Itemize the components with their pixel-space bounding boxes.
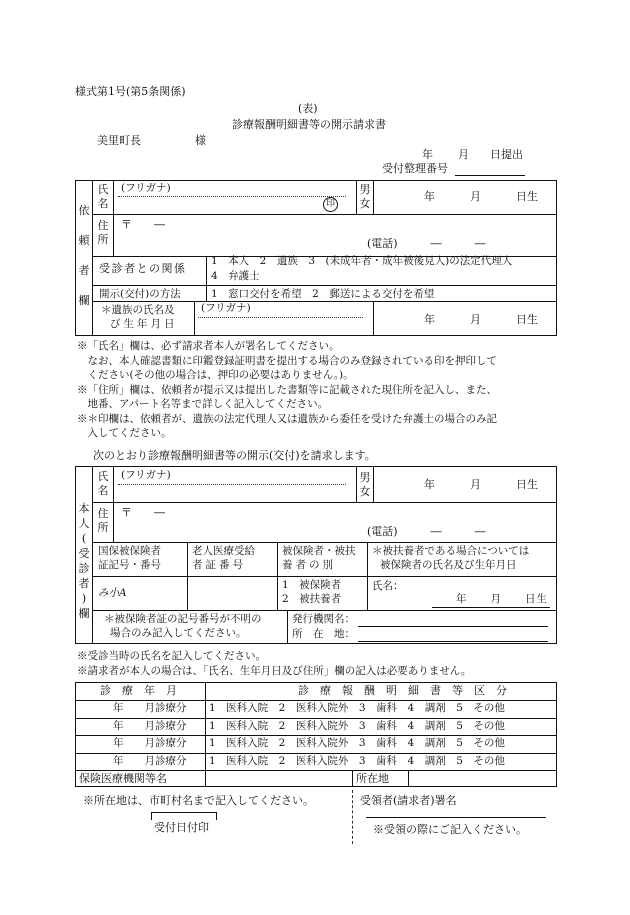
col4-header-line1: ＊被扶養者である場合については (372, 545, 530, 557)
note-line: なお、本人確認書類に印鑑登録証明書を提出する場合のみ登録されている印を押印して (77, 354, 497, 367)
patient-gender-char: 男 (359, 471, 371, 484)
medical-row (75, 700, 557, 717)
facility-name-field[interactable] (210, 773, 348, 786)
col1-header-line2: 証記号・番号 (98, 559, 161, 571)
requester-side-char: 欄 (78, 294, 90, 307)
bereaved-name-field[interactable] (198, 320, 363, 334)
bereaved-birth-year: 年 (424, 313, 435, 326)
patient-furigana-label: (フリガナ) (121, 469, 171, 481)
row-category-options[interactable]: 1 医科入院 2 医科入院外 3 歯科 4 調剤 5 その他 (209, 754, 505, 767)
patient-phone[interactable]: (電話) ― ― (367, 525, 486, 538)
patient-birth-year: 年 (424, 478, 435, 491)
insurance-number-value[interactable]: み小A (98, 587, 127, 599)
addressee-honorific: 様 (195, 134, 206, 147)
requester-birth-month: 月 (470, 190, 481, 203)
patient-birth-day: 日生 (516, 478, 538, 491)
requester-furigana-label: (フリガナ) (121, 182, 171, 194)
requester-gender-char: 男 (359, 183, 371, 196)
requester-side-char: 頼 (78, 234, 90, 247)
col2-header-line1: 老人医療受給 (192, 545, 255, 557)
location-note: ※所在地は、市町村名まで記入してください。 (83, 794, 314, 807)
patient-gender-char: 女 (359, 485, 371, 498)
insured-option-2[interactable]: 2 被扶養者 (282, 593, 342, 605)
requester-gender-char: 女 (359, 197, 371, 210)
row-period: 年 月診療分 (113, 702, 187, 714)
submit-month: 月 (458, 148, 469, 161)
header-category: 診 療 報 酬 明 細 書 等 区 分 (298, 684, 507, 697)
recipient-note: ※受領の際にご記入ください。 (373, 823, 527, 836)
facility-label: 保険医療機関等名 (79, 772, 167, 785)
insured-name-label: 氏名： (372, 580, 404, 592)
method-label: 開示(交付)の方法 (99, 288, 181, 300)
recipient-signature-label: 受領者(請求者)署名 (360, 794, 457, 807)
requester-side-char: 依 (78, 204, 90, 217)
request-sentence: 次のとおり診療報酬明細書等の開示(交付)を請求します。 (93, 449, 376, 462)
requester-name-label-char: 名 (97, 197, 109, 210)
requester-side-char: 者 (78, 264, 90, 277)
col3-header-line2: 養者の別 (282, 559, 336, 571)
relation-label: 受診者との関係 (99, 262, 187, 275)
note-line: 地番、アパート名等まで詳しく記入してください。 (77, 398, 329, 410)
submit-day: 日提出 (490, 148, 523, 161)
form-number: 様式第1号(第5条関係) (75, 85, 186, 98)
medical-row (75, 718, 557, 735)
row-period: 年 月診療分 (113, 737, 187, 749)
unknown-note-line2: 場合のみ記入してください。 (110, 627, 247, 639)
form-side-label: (表) (298, 102, 318, 115)
patient-name-field[interactable] (118, 487, 346, 501)
patient-name-label-char: 名 (97, 484, 109, 497)
receipt-number-field[interactable] (455, 175, 525, 176)
row-category-options[interactable]: 1 医科入院 2 医科入院外 3 歯科 4 調剤 5 その他 (209, 719, 505, 732)
bereaved-birth-day: 日生 (516, 313, 538, 326)
receipt-date-stamp-label: 受付日付印 (154, 821, 209, 834)
col3-header-line1: 被保険者・被扶 (282, 545, 356, 557)
note-line: ※請求者が本人の場合は、「氏名、生年月日及び住所」欄の記入は必要ありません。 (77, 664, 472, 677)
patient-side-char: 受 (78, 547, 90, 560)
row-period: 年 月診療分 (113, 754, 187, 767)
receipt-number-label: 受付整理番号 (382, 162, 448, 175)
col4-header-line2: 被保険者の氏名及び生年月日 (380, 559, 517, 571)
patient-side-char: 欄 (78, 607, 90, 620)
method-options[interactable]: 1 窓口交付を希望 2 郵送による交付を希望 (211, 288, 435, 300)
col2-header-line2: 者証番号 (192, 559, 246, 571)
recipient-signature-field[interactable] (366, 802, 546, 816)
requester-phone[interactable]: (電話) ― ― (367, 237, 486, 250)
seal-mark-icon: 印 (323, 197, 338, 212)
patient-name-label-char: 氏 (97, 470, 109, 483)
issuer-label: 発行機関名： (292, 613, 355, 625)
patient-side-char: 人 (78, 517, 90, 530)
patient-postal-code[interactable]: 〒 ― (121, 506, 165, 519)
addressee-name: 美里町長 (97, 134, 141, 147)
requester-address-label-char: 所 (97, 233, 109, 246)
note-line: ください(その他の場合は、押印の必要はありません。)。 (77, 369, 354, 381)
patient-side-char: ) (81, 592, 87, 605)
note-line: ※＊印欄は、依頼者が、遺族の法定代理人又は遺族から委任を受けた弁護士の場合のみ記 (77, 412, 497, 425)
note-line: ※「住所」欄は、依頼者が提示又は提出した書類等に記載された現住所を記入し、また、 (77, 383, 497, 396)
issuer-location-label: 所 在 地： (292, 628, 355, 640)
patient-side-char: 診 (78, 562, 90, 575)
insured-birth: 年 月 日生 (456, 593, 548, 605)
patient-birth-month: 月 (470, 478, 481, 491)
bereaved-birth-month: 月 (470, 313, 481, 326)
requester-address-label-char: 住 (97, 219, 109, 232)
patient-address-label-char: 所 (97, 521, 109, 534)
col1-header-line1: 国保被保険者 (98, 545, 161, 557)
header-period: 診 療 年 月 (100, 684, 177, 697)
relation-options-line2[interactable]: 4 弁護士 (211, 270, 260, 282)
footer-divider (352, 790, 353, 844)
unknown-note-line1: ＊被保険者証の記号番号が不明の (104, 613, 262, 625)
row-category-options[interactable]: 1 医科入院 2 医科入院外 3 歯科 4 調剤 5 その他 (209, 737, 505, 749)
patient-side-char: ( (81, 532, 87, 545)
facility-location-field[interactable] (412, 773, 552, 786)
facility-location-label: 所在地 (356, 772, 389, 785)
note-line: 入してください。 (77, 427, 172, 439)
patient-side-char: 者 (78, 577, 90, 590)
requester-postal-code[interactable]: 〒 ― (121, 218, 165, 231)
requester-birth-day: 日生 (516, 190, 538, 203)
bereaved-furigana-label: (フリガナ) (201, 302, 251, 314)
patient-side-char: 本 (78, 502, 90, 515)
requester-birth-year: 年 (424, 190, 435, 203)
submit-year: 年 (422, 148, 433, 161)
insured-option-1[interactable]: 1 被保険者 (282, 579, 342, 591)
bereaved-label-line2: び生年月日 (110, 318, 178, 330)
elderly-card-number-field[interactable] (192, 582, 272, 606)
medical-row (75, 753, 557, 770)
note-line: ※「氏名」欄は、必ず請求者本人が署名してください。 (77, 340, 340, 352)
row-category-options[interactable]: 1 医科入院 2 医科入院外 3 歯科 4 調剤 5 その他 (209, 702, 505, 714)
relation-options-line1[interactable]: 1 本人 2 遺族 3 (未成年者・成年被後見人)の法定代理人 (211, 255, 513, 267)
row-period: 年 月診療分 (113, 719, 187, 732)
medical-row (75, 735, 557, 752)
requester-name-label-char: 氏 (97, 183, 109, 196)
requester-name-field[interactable] (118, 199, 346, 213)
bereaved-label-line1: ＊遺族の氏名及 (101, 304, 175, 316)
form-title: 診療報酬明細書等の開示請求書 (232, 118, 386, 131)
patient-address-label-char: 住 (97, 507, 109, 520)
note-line: ※受診当時の氏名を記入してください。 (77, 650, 266, 662)
